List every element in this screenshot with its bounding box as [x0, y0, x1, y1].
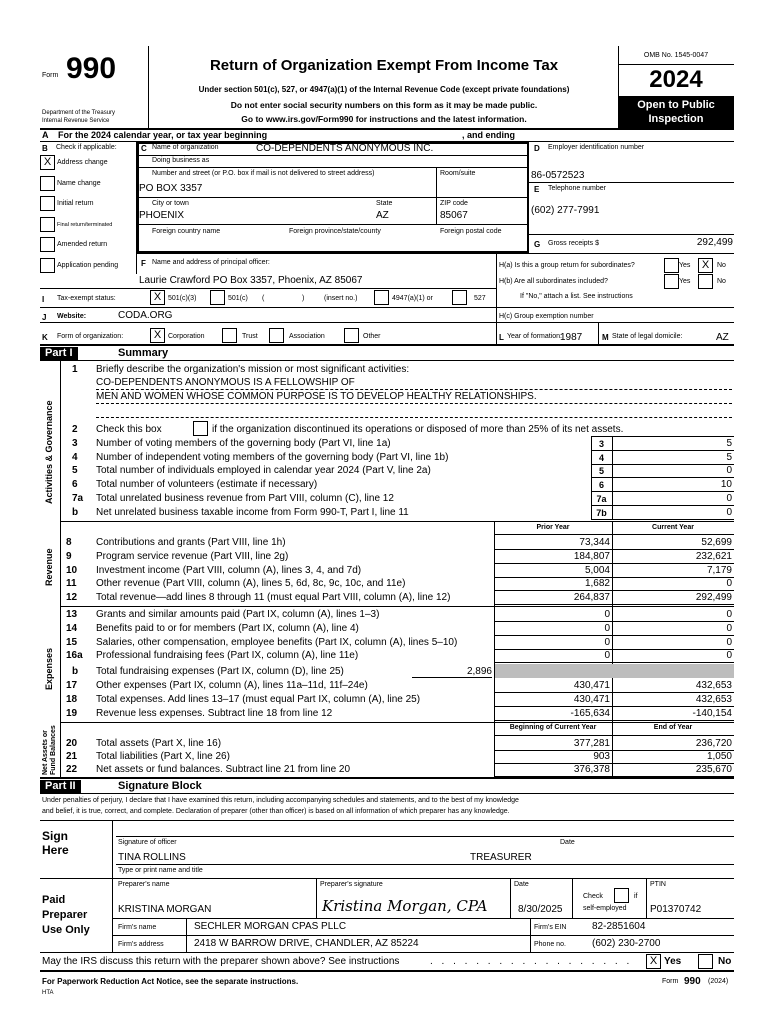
money-line-text: Contributions and grants (Part VIII, line 1h) [96, 537, 286, 548]
money-line-number: 14 [66, 622, 78, 634]
preparer-name-label: Preparer's name [118, 881, 170, 888]
current-year-value: 0 [726, 622, 732, 634]
prior-year-value: 377,281 [573, 738, 610, 749]
money-line-text: Total revenue—add lines 8 through 11 (must equal Part VIII, column (A), line 12) [96, 592, 451, 604]
preparer-sig-label: Preparer's signature [320, 881, 383, 888]
current-year-value: 0 [726, 650, 732, 662]
money-line-number: 21 [66, 751, 78, 763]
ein-value: 86-0572523 [531, 170, 585, 181]
prior-year-value: 0 [604, 650, 610, 662]
section-e-label: E [534, 185, 540, 194]
hta-label: HTA [42, 990, 54, 996]
ptin-label: PTIN [650, 881, 666, 888]
money-line-number: 13 [66, 609, 78, 620]
gov-line-box: 3 [598, 439, 604, 449]
line-a-label: A [42, 130, 49, 140]
col-begin-year: Beginning of Current Year [509, 724, 597, 731]
current-year-value: 52,699 [701, 537, 732, 548]
current-year-value: 432,653 [695, 693, 732, 705]
current-year-value: 0 [726, 609, 732, 620]
address-change-checkbox[interactable]: X [40, 155, 55, 170]
501c-label: 501(c) [228, 295, 248, 302]
gov-line-number: 6 [72, 479, 78, 491]
current-year-value: 236,720 [695, 738, 732, 749]
gov-line-box: 7a [596, 493, 607, 504]
527-label: 527 [474, 295, 486, 302]
final-return-checkbox[interactable] [40, 217, 55, 232]
year-formation-value: 1987 [560, 332, 583, 343]
current-year-value: 0 [726, 578, 732, 590]
dba-label: Doing business as [152, 157, 210, 164]
application-pending-label: Application pending [57, 262, 119, 269]
discuss-yes-label: Yes [664, 956, 682, 967]
firm-phone-label: Phone no. [534, 941, 566, 948]
mission-line-2: MEN AND WOMEN WHOSE COMMON PURPOSE IS TO DEVELOP HEALTHY RELATIONSHIPS. [96, 391, 537, 402]
ein-title: Employer identification number [548, 144, 645, 151]
line-16b-value: 2,896 [466, 666, 492, 677]
money-line-text: Total assets (Part X, line 16) [96, 738, 222, 749]
address-change-label: Address change [57, 159, 108, 166]
officer-date-label: Date [560, 839, 575, 846]
zip-label: ZIP code [440, 200, 468, 207]
ssn-note: Do not enter social security numbers on this form as it may be made public. [230, 100, 538, 110]
section-f-label: F [141, 259, 146, 268]
insert-no-label: (insert no.) [324, 295, 358, 302]
gov-line-value: 0 [726, 506, 732, 518]
gov-line-value: 10 [720, 479, 732, 491]
open-label: Open to Public [637, 99, 715, 111]
pra-notice: For Paperwork Reduction Act Notice, see the separate instructions. [42, 977, 299, 986]
phone-title: Telephone number [548, 185, 606, 192]
tax-exempt-title: Tax-exempt status: [57, 295, 116, 302]
other-label: Other [363, 333, 381, 340]
money-line-text: Investment income (Part VIII, column (A), lines 3, 4, and 7d) [96, 564, 362, 576]
discuss-yes-checkbox[interactable]: X [646, 954, 661, 969]
h-a-question: H(a) Is this a group return for subordinates? [499, 262, 635, 269]
self-employed-checkbox[interactable] [614, 888, 629, 903]
h-b-note: If "No," attach a list. See instructions [520, 293, 633, 300]
gov-line-number: 5 [72, 465, 78, 477]
money-line-text: Total expenses. Add lines 13–17 (must equal Part IX, column (A), line 25) [96, 693, 421, 705]
final-return-label: Final return/terminated [57, 222, 113, 228]
form-subtitle: Under section 501(c), 527, or 4947(a)(1) of the Internal Revenue Code (except private foundations) [198, 85, 570, 94]
gov-line-number: b [72, 506, 79, 518]
preparer-label: Preparer [42, 909, 88, 921]
h-a-no-checkbox[interactable]: X [698, 258, 713, 273]
phone-value: (602) 277-7991 [531, 205, 600, 216]
officer-name: TINA ROLLINS [118, 852, 186, 863]
gross-receipts-value: 292,499 [696, 237, 733, 248]
domicile-title: State of legal domicile: [612, 333, 683, 340]
gov-line-value: 0 [726, 465, 732, 477]
h-b-no-checkbox[interactable] [698, 274, 713, 289]
gov-line-text: Total unrelated business revenue from Part VIII, column (C), line 12 [96, 492, 394, 504]
line-1-text: Briefly describe the organization's mission or most significant activities: [96, 364, 410, 375]
money-line-text: Benefits paid to or for members (Part IX, column (A), line 4) [96, 622, 359, 634]
part-2-label: Part II [40, 780, 81, 793]
form-number: 990 [66, 52, 117, 85]
amended-return-label: Amended return [57, 241, 108, 248]
year-formation-title: Year of formation: [507, 333, 562, 340]
firm-address-label: Firm's address [118, 941, 164, 948]
money-line-text: Professional fundraising fees (Part IX, column (A), line 11e) [96, 650, 359, 662]
tax-year: 2024 [649, 66, 703, 93]
line-1-number: 1 [72, 364, 78, 375]
part-2-title: Signature Block [118, 780, 202, 792]
website-value: CODA.ORG [118, 310, 173, 321]
inspection-label: Inspection [648, 113, 704, 125]
open-to-public-box [618, 96, 734, 128]
gov-line-value: 5 [726, 438, 732, 449]
money-line-text: Net assets or fund balances. Subtract line 21 from line 20 [96, 764, 351, 776]
line-a-text: For the 2024 calendar year, or tax year beginning [58, 130, 268, 140]
money-line-number: 12 [66, 592, 78, 604]
name-change-label: Name change [57, 180, 101, 187]
current-year-value: -140,154 [692, 707, 732, 719]
officer-signature-label: Signature of officer [118, 839, 177, 846]
money-line-number: 18 [66, 693, 78, 705]
part-1-label: Part I [40, 347, 78, 360]
sign-label: Sign [42, 829, 68, 843]
dept-treasury: Department of the Treasury [42, 110, 116, 116]
current-year-value: 7,179 [706, 564, 732, 576]
money-line-text: Program service revenue (Part VIII, line 2g) [96, 550, 289, 562]
principal-officer-value: Laurie Crawford PO Box 3357, Phoenix, AZ 85067 [139, 275, 363, 286]
trust-label: Trust [242, 333, 258, 340]
current-year-value: 235,670 [695, 764, 732, 776]
side-label-net-assets: Net Assets or Fund Balances [42, 725, 57, 775]
money-line-text: Revenue less expenses. Subtract line 18 from line 12 [96, 707, 333, 719]
form-word: Form [42, 72, 59, 79]
money-line-text: Grants and similar amounts paid (Part IX, column (A), lines 1–3) [96, 609, 380, 620]
firm-ein-label: Firm's EIN [534, 924, 567, 931]
current-year-value: 1,050 [706, 751, 732, 763]
paren-close: ) [302, 295, 305, 302]
zip-value: 85067 [440, 210, 468, 221]
association-checkbox[interactable] [269, 328, 284, 343]
city-label: City or town [152, 200, 189, 207]
gov-line-text: Net unrelated business taxable income from Form 990-T, Part I, line 11 [96, 506, 409, 518]
money-line-number: 15 [66, 636, 78, 648]
prior-year-value: 184,807 [573, 550, 610, 562]
prior-year-value: 430,471 [573, 680, 610, 691]
section-d-label: D [534, 144, 540, 153]
postal-label: Foreign postal code [440, 228, 502, 235]
side-label-expenses: Expenses [44, 647, 54, 690]
gov-line-value: 5 [726, 451, 732, 463]
corporation-label: Corporation [168, 333, 205, 340]
line-a-end: , and ending [462, 130, 515, 140]
prior-year-value: 0 [604, 622, 610, 634]
here-label: Here [42, 843, 69, 857]
section-l-label: L [499, 333, 504, 342]
initial-return-label: Initial return [57, 200, 94, 207]
money-line-number: 17 [66, 680, 78, 691]
col-current-year: Current Year [652, 524, 694, 531]
firm-phone: (602) 230-2700 [592, 938, 661, 949]
use-only-label: Use Only [42, 924, 90, 936]
money-line-number: 19 [66, 707, 78, 719]
street-label: Number and street (or P.O. box if mail is not delivered to street address) [152, 170, 375, 177]
501c3-checkbox[interactable]: X [150, 290, 165, 305]
prior-year-value: 264,837 [573, 592, 610, 604]
type-print-label: Type or print name and title [118, 867, 203, 874]
line-16b-number: b [72, 666, 79, 677]
irs-label: Internal Revenue Service [42, 118, 110, 124]
city-value: PHOENIX [139, 210, 185, 221]
paren-open: ( [262, 295, 265, 302]
gov-line-box: 6 [598, 480, 604, 491]
room-label: Room/suite [440, 170, 476, 177]
prior-year-value: 903 [593, 751, 610, 763]
h-b-no-label: No [717, 278, 726, 285]
line-2-text-b: if the organization discontinued its operations or disposed of more than 25% of its net assets. [212, 424, 624, 435]
paid-label: Paid [42, 894, 66, 906]
firm-address: 2418 W BARROW DRIVE, CHANDLER, AZ 85224 [194, 938, 419, 949]
principal-officer-title: Name and address of principal officer: [152, 259, 270, 266]
money-line-number: 9 [66, 550, 72, 562]
col-end-year: End of Year [653, 724, 693, 731]
section-k-label: K [42, 333, 48, 342]
current-year-value: 0 [726, 636, 732, 648]
money-line-number: 16a [66, 650, 83, 662]
4947-checkbox[interactable] [374, 290, 389, 305]
state-value: AZ [376, 210, 389, 221]
money-line-number: 22 [66, 764, 78, 776]
state-label: State [376, 200, 393, 207]
if-label: if [634, 893, 638, 900]
firm-ein: 82-2851604 [592, 921, 646, 932]
corporation-checkbox[interactable]: X [150, 328, 165, 343]
prior-year-value: 1,682 [584, 578, 610, 590]
omb-number: OMB No. 1545-0047 [643, 52, 709, 59]
website-title: Website: [57, 313, 87, 320]
footer-form-word: Form [662, 978, 679, 985]
firm-name: SECHLER MORGAN CPAS PLLC [194, 921, 347, 932]
current-year-value: 292,499 [695, 592, 732, 604]
preparer-date: 8/30/2025 [518, 904, 563, 915]
org-name: CO-DEPENDENTS ANONYMOUS INC. [256, 143, 434, 154]
gov-line-text: Total number of individuals employed in calendar year 2024 (Part V, line 2a) [96, 465, 431, 477]
section-b-title: Check if applicable: [56, 144, 117, 151]
section-c-label: C [141, 144, 147, 153]
section-j-label: J [42, 313, 47, 322]
gov-line-box: 4 [598, 452, 604, 463]
h-a-yes-checkbox[interactable] [664, 258, 679, 273]
gov-line-text: Number of voting members of the governing body (Part VI, line 1a) [96, 438, 391, 449]
current-year-value: 232,621 [695, 550, 732, 562]
mission-line-1: CO-DEPENDENTS ANONYMOUS IS A FELLOWSHIP OF [96, 377, 355, 388]
domicile-value: AZ [716, 332, 729, 343]
country-label: Foreign country name [152, 228, 221, 235]
goto-note: Go to www.irs.gov/Form990 for instructions and the latest information. [241, 114, 527, 124]
h-b-question: H(b) Are all subordinates included? [499, 278, 608, 285]
money-line-number: 20 [66, 738, 78, 749]
association-label: Association [289, 333, 325, 340]
501c3-label: 501(c)(3) [168, 295, 197, 302]
section-m-label: M [602, 333, 609, 342]
part-1-title: Summary [118, 347, 169, 359]
perjury-line-2: and belief, it is true, correct, and complete. Declaration of preparer (other than officer) is based on all information of which preparer has any knowledge. [42, 808, 510, 815]
preparer-name: KRISTINA MORGAN [118, 904, 212, 915]
gov-line-text: Total number of volunteers (estimate if necessary) [96, 479, 318, 491]
money-line-text: Other revenue (Part VIII, column (A), lines 5, 6d, 8c, 9c, 10c, and 11e) [96, 578, 406, 590]
4947-label: 4947(a)(1) or [392, 295, 433, 302]
self-employed-label: self-employed [583, 905, 627, 912]
footer-form-year: (2024) [708, 978, 729, 985]
province-label: Foreign province/state/county [289, 228, 381, 235]
perjury-line-1: Under penalties of perjury, I declare that I have examined this return, including accompanying schedules and statements, and to the best of my knowledge [42, 797, 519, 804]
gov-line-box: 7b [596, 507, 607, 518]
officer-title: TREASURER [470, 852, 532, 863]
line-16b-text: Total fundraising expenses (Part IX, column (D), line 25) [96, 666, 344, 677]
firm-name-label: Firm's name [118, 924, 157, 931]
money-line-text: Salaries, other compensation, employee benefits (Part IX, column (A), lines 5–10) [96, 636, 458, 648]
amended-return-checkbox[interactable] [40, 237, 55, 252]
discuss-no-checkbox[interactable] [698, 954, 713, 969]
money-line-text: Other expenses (Part IX, column (A), lines 11a–11d, 11f–24e) [96, 680, 368, 691]
money-line-text: Total liabilities (Part X, line 26) [96, 751, 230, 763]
h-b-yes-label: Yes [679, 278, 691, 285]
gov-line-number: 4 [72, 451, 78, 463]
form-of-org-title: Form of organization: [57, 333, 124, 340]
gov-line-value: 0 [726, 492, 732, 504]
preparer-signature: Kristina Morgan, CPA [322, 897, 488, 915]
discuss-question: May the IRS discuss this return with the preparer shown above? See instructions [42, 956, 400, 967]
current-year-value: 432,653 [695, 680, 732, 691]
side-label-governance: Activities & Governance [44, 400, 54, 504]
side-label-revenue: Revenue [44, 548, 54, 586]
h-b-yes-checkbox[interactable] [664, 274, 679, 289]
line-2-number: 2 [72, 424, 78, 435]
org-name-label: Name of organization [152, 144, 219, 151]
gross-receipts-title: Gross receipts $ [548, 240, 599, 247]
gov-line-box: 5 [598, 466, 604, 477]
prior-year-value: 376,378 [573, 764, 610, 776]
section-g-label: G [534, 240, 541, 249]
section-b-label: B [42, 144, 48, 153]
street-value: PO BOX 3357 [139, 183, 203, 194]
footer-form-number: 990 [684, 976, 701, 987]
initial-return-checkbox[interactable] [40, 196, 55, 211]
gov-line-number: 3 [72, 438, 78, 449]
line-2-text-a: Check this box [96, 424, 162, 435]
col-prior-year: Prior Year [536, 524, 570, 531]
prior-year-value: -165,634 [570, 707, 610, 719]
other-checkbox[interactable] [344, 328, 359, 343]
gov-line-text: Number of independent voting members of the governing body (Part VI, line 1b) [96, 451, 449, 463]
prior-year-value: 430,471 [573, 693, 610, 705]
money-line-number: 11 [66, 578, 77, 590]
501c-checkbox[interactable] [210, 290, 225, 305]
discontinued-checkbox[interactable] [193, 421, 208, 436]
gov-line-number: 7a [72, 492, 84, 504]
prior-year-value: 5,004 [584, 564, 610, 576]
check-label: Check [583, 893, 603, 900]
application-pending-checkbox[interactable] [40, 258, 55, 273]
preparer-ptin: P01370742 [650, 904, 702, 915]
527-checkbox[interactable] [452, 290, 467, 305]
section-i-label: I [42, 295, 45, 304]
h-c-label: H(c) Group exemption number [499, 313, 594, 320]
prior-year-value: 73,344 [579, 537, 610, 548]
name-change-checkbox[interactable] [40, 176, 55, 191]
money-line-number: 10 [66, 564, 78, 576]
prior-year-value: 0 [604, 609, 610, 620]
h-a-yes-label: Yes [679, 262, 691, 269]
h-a-no-label: No [717, 262, 726, 269]
trust-checkbox[interactable] [222, 328, 237, 343]
preparer-date-label: Date [514, 881, 529, 888]
discuss-no-label: No [718, 956, 732, 967]
prior-year-value: 0 [604, 636, 610, 648]
form-title: Return of Organization Exempt From Income Tax [209, 57, 559, 74]
money-line-number: 8 [66, 537, 72, 548]
